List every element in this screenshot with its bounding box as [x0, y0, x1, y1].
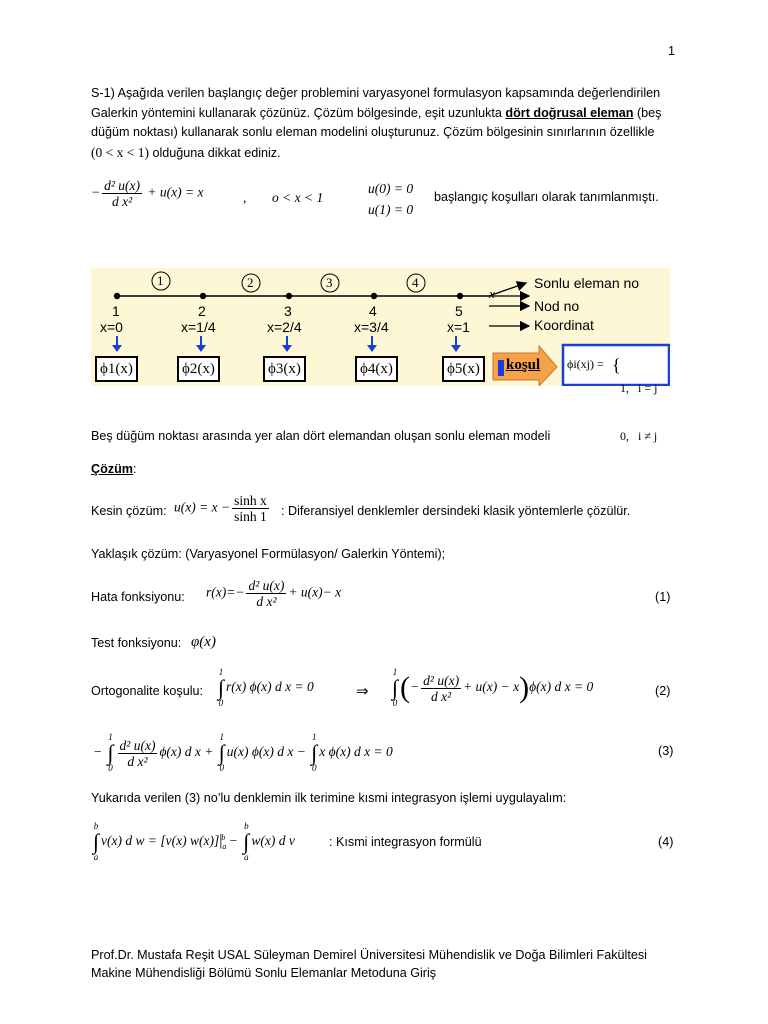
node-number-2: 2	[198, 303, 206, 319]
problem-statement	[91, 84, 661, 163]
ode-equation: − $\frac{\text{d² u(x)}}{\text{d x²}}$ + u(x) = x	[91, 178, 204, 209]
coord-5: x=1	[447, 319, 470, 335]
page-number: 1	[668, 44, 676, 58]
footer-line-2: Makine Mühendisliği Bölümü Sonlu Elemanlar Metoduna Giriş	[91, 966, 437, 980]
test-function: φ(x)	[191, 634, 216, 650]
footer-line-1: Prof.Dr. Mustafa Reşit USAL Süleyman Demirel Üniversitesi Mühendislik ve Doğa Bilimleri Fakültesi	[91, 948, 647, 962]
equation-number-1: (1)	[655, 590, 671, 604]
legend-coordinate: Koordinat	[534, 317, 594, 333]
node-number-5: 5	[455, 303, 463, 319]
node-dot-3	[286, 293, 292, 299]
element-number-1: 1	[157, 273, 164, 288]
ode-domain: o < x < 1	[272, 190, 324, 205]
problem-line-1: S-1) Aşağıda verilen başlangıç değer problemini varyasyonel formulasyon kapsamında değerlendirilen	[91, 86, 661, 100]
element-number-3: 3	[326, 275, 333, 290]
ortho-label: Ortogonalite koşulu:	[91, 684, 204, 698]
equation-number-2: (2)	[655, 684, 671, 698]
problem-line-2: Galerkin yöntemini kullanarak çözünüz. Çözüm bölgesinde, eşit uzunlukta dört doğrusal eleman (beş	[91, 105, 662, 120]
equation-4: b ∫ a v(x) d w = [v(x) $w(x)]|_a^b$ − b ∫ a w(x) d v	[93, 821, 295, 862]
equation-number-3: (3)	[658, 744, 674, 758]
emphasis-four-linear-elements: dört doğrusal eleman	[505, 105, 634, 120]
test-label: Test fonksiyonu:	[91, 636, 182, 650]
element-number-4: 4	[412, 275, 419, 290]
exact-solution-formula: u(x) = x − $\frac{\text{sinh x}}{\sinh 1}$	[174, 493, 267, 524]
node-dot-2	[200, 293, 206, 299]
node-number-3: 3	[284, 303, 292, 319]
coord-4: x=3/4	[354, 319, 389, 335]
exact-text: : Diferansiyel denklemler dersindeki klasik yöntemlerle çözülür.	[281, 504, 631, 518]
node-number-1: 1	[112, 303, 120, 319]
boundary-conditions: u(0) = 0 u(1) = 0	[368, 181, 414, 217]
diagram-caption: Beş düğüm noktası arasında yer alan dört elemandan oluşan sonlu eleman modeli	[91, 429, 551, 443]
phi-box-3: ϕ3(x)	[263, 356, 306, 382]
axis-label-x: x	[489, 286, 495, 301]
condition-lhs: ϕi(xj) =	[567, 357, 604, 371]
exact-label: Kesin çözüm:	[91, 504, 167, 518]
phi-box-5: ϕ5(x)	[442, 356, 485, 382]
node-dot-4	[371, 293, 377, 299]
problem-line-4: (0 < x < 1) olduğuna dikkat ediniz.	[91, 144, 281, 160]
solution-heading: Çözüm:	[91, 462, 137, 476]
ortho-formula-1: 1 ∫ 0 r(x) ϕ(x) d x = 0	[218, 667, 314, 708]
equation-3: − 1 ∫ 0 $\frac{\text{d² u(x)}}{\text{d x²}}$ ϕ(x) d x + 1 ∫ 0 u(x) ϕ(x) d x − 1 ∫ 0 x ϕ(x) d x = 0	[93, 732, 393, 773]
phi-box-4: ϕ4(x)	[355, 356, 398, 382]
equation-number-4: (4)	[658, 835, 674, 849]
equation-4-label: : Kısmi integrasyon formülü	[329, 835, 482, 849]
condition-cases: 1, i = j 0, i ≠ j	[620, 381, 658, 443]
footer	[91, 946, 647, 982]
boundary-conditions-text: başlangıç koşulları olarak tanımlanmıştı.	[434, 190, 659, 204]
kosul-label: koşul	[506, 357, 541, 373]
legend-element-number: Sonlu eleman no	[534, 275, 640, 291]
phi-box-2: ϕ2(x)	[177, 356, 220, 382]
error-function-formula: r(x)=− $\frac{\text{d² u(x)}}{\text{d x²}}$ + u(x)− x	[206, 578, 342, 609]
kosul-marker	[498, 360, 504, 376]
element-number-2: 2	[247, 275, 254, 290]
node-dot-5	[457, 293, 463, 299]
approx-heading: Yaklaşık çözüm: (Varyasyonel Formülasyon/ Galerkin Yöntemi);	[91, 547, 446, 561]
ortho-formula-2: 1 ∫ 0 (− $\frac{\text{d² u(x)}}{\text{d x²}}$ + u(x) − x)ϕ(x) d x = 0	[392, 667, 594, 708]
coord-1: x=0	[100, 319, 123, 335]
ode-comma: ,	[243, 190, 247, 205]
node-dot-1	[114, 293, 120, 299]
coord-2: x=1/4	[181, 319, 216, 335]
phi-box-1: ϕ1(x)	[95, 356, 138, 382]
legend-node-number: Nod no	[534, 298, 580, 314]
problem-line-3: düğüm noktası) kullanarak sonlu eleman modelini oluşturunuz. Çözüm bölgesinin sınırlarının özellikle	[91, 125, 655, 139]
implies-symbol: ⇒	[356, 684, 369, 700]
node-number-4: 4	[369, 303, 377, 319]
condition-brace: {	[612, 355, 621, 375]
partial-integration-text: Yukarıda verilen (3) no’lu denklemin ilk terimine kısmi integrasyon işlemi uygulayalım:	[91, 791, 567, 805]
coord-3: x=2/4	[267, 319, 302, 335]
error-label: Hata fonksiyonu:	[91, 590, 185, 604]
